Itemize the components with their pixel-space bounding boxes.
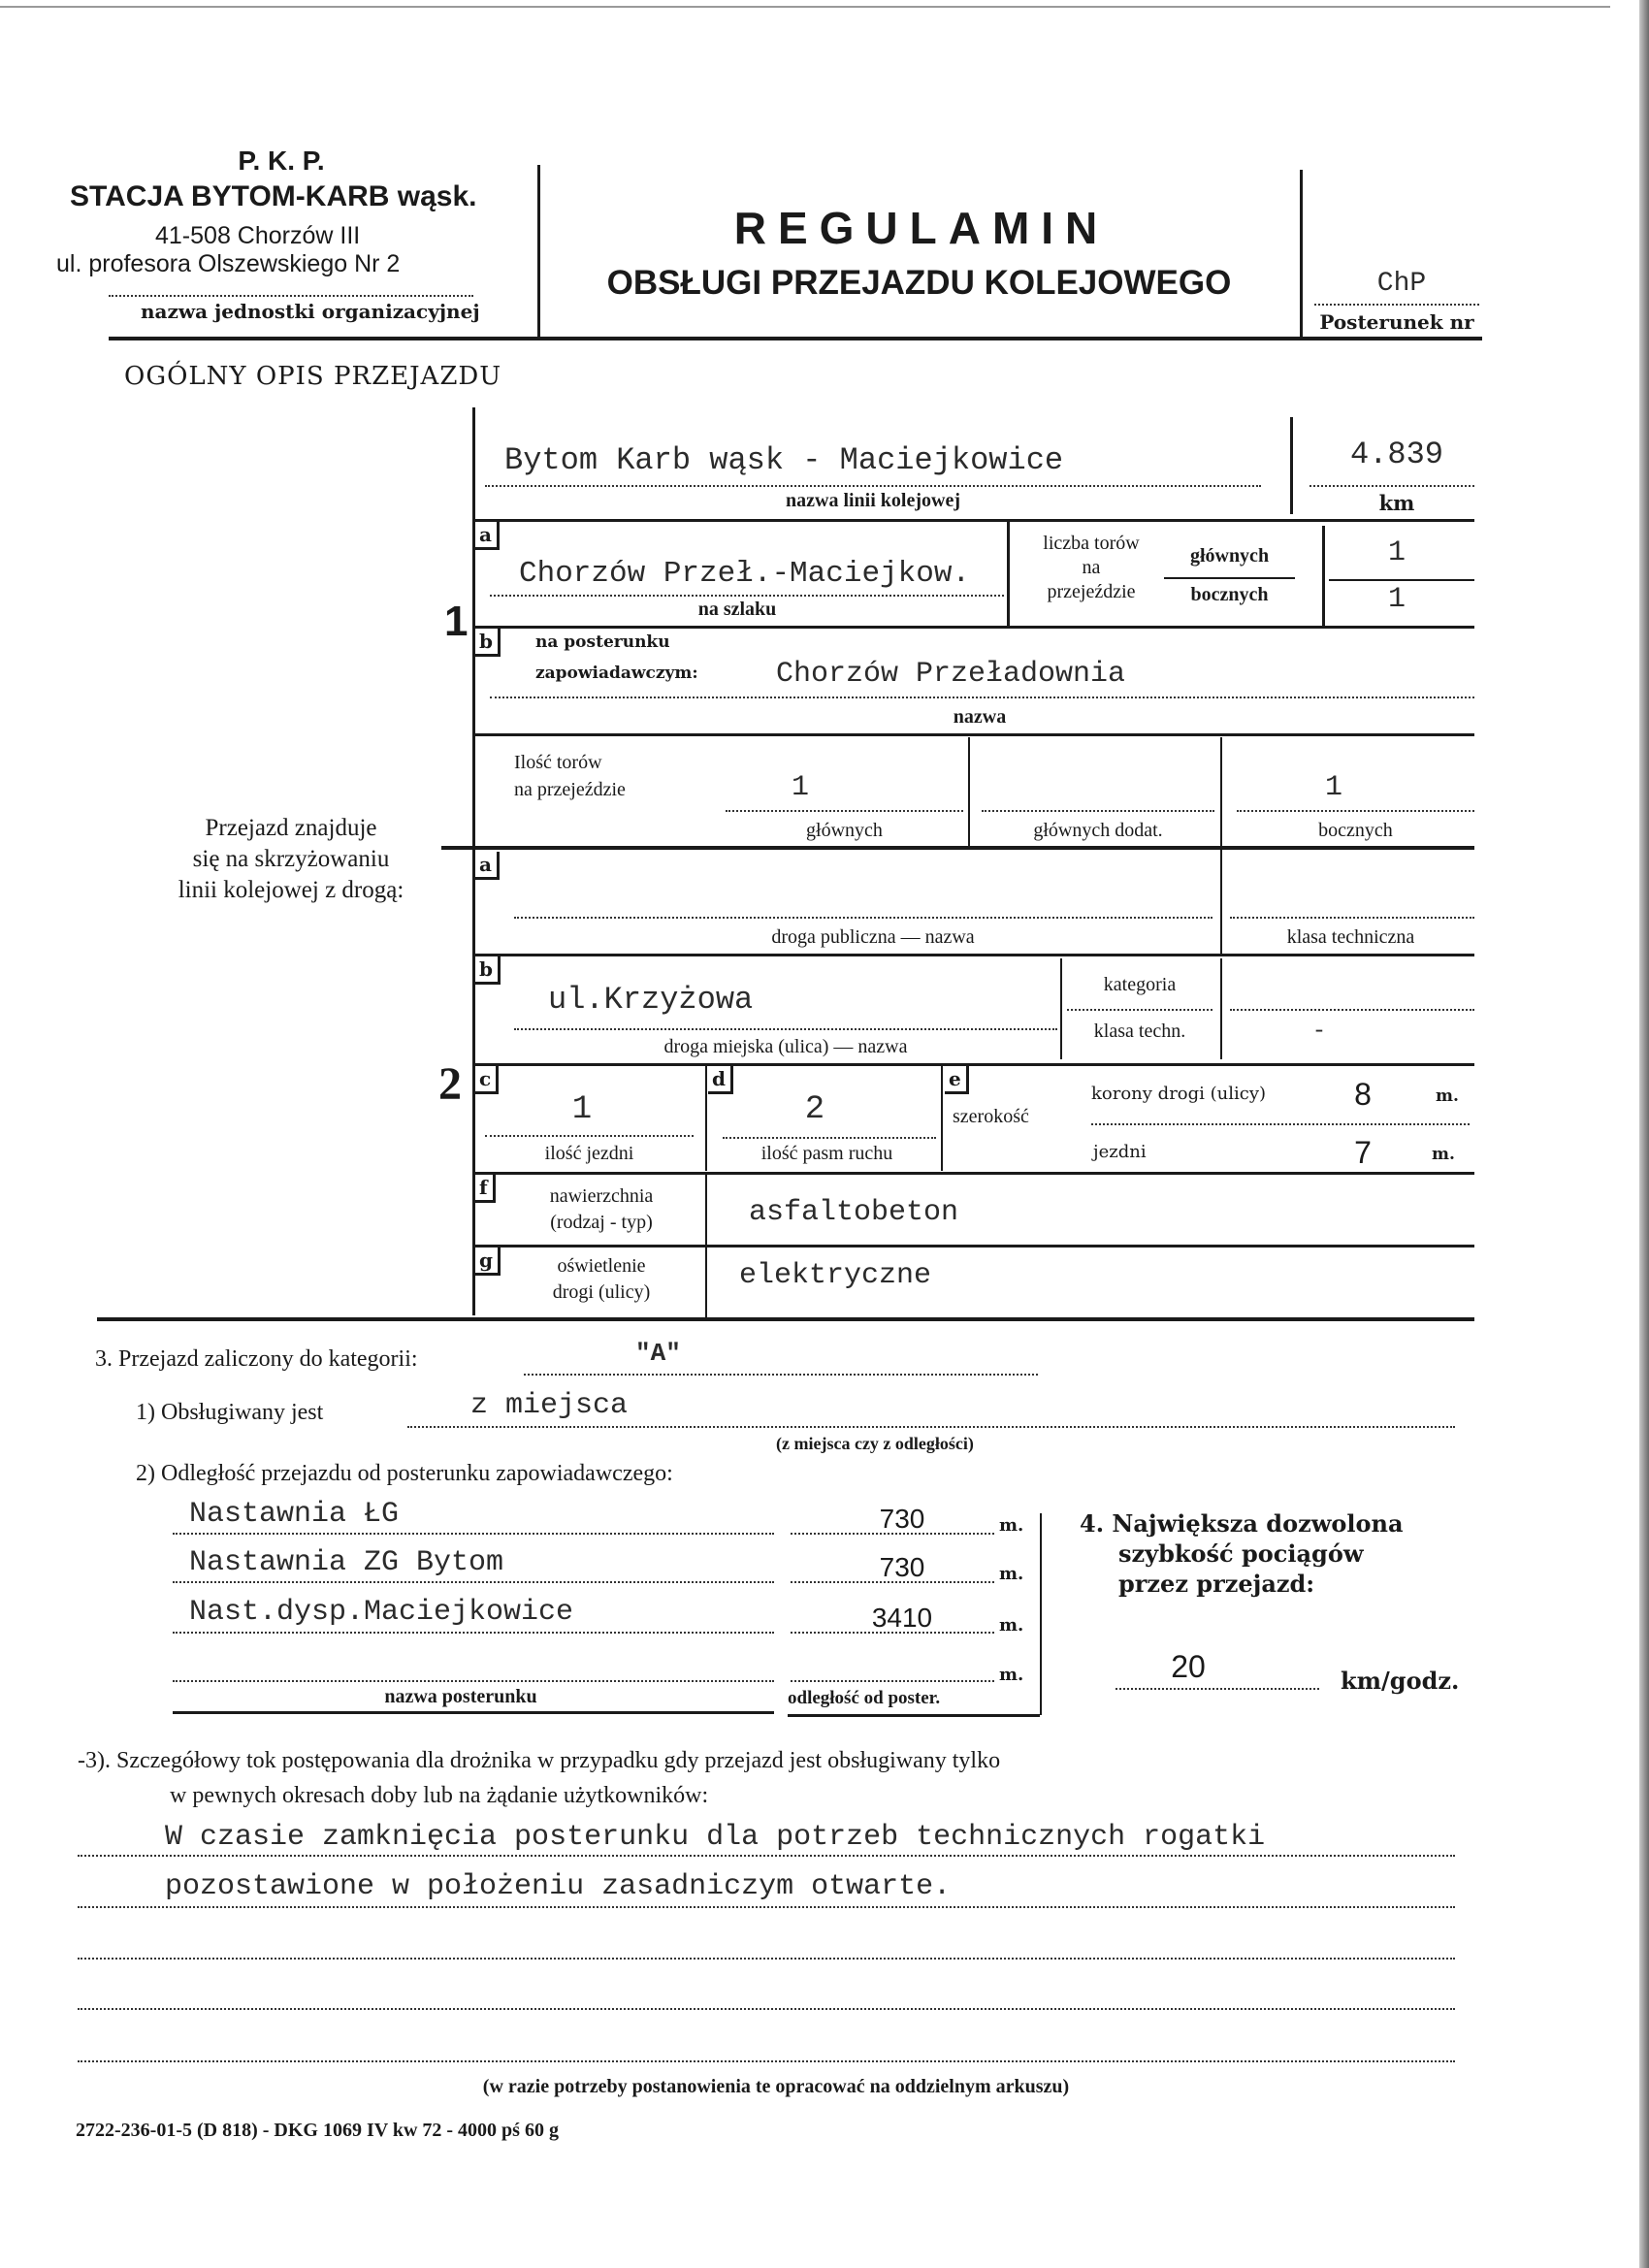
tracks-value-split: [1329, 579, 1474, 581]
procedure-heading-1: -3). Szczegółowy tok postępowania dla drożnika w przypadku gdy przejazd jest obsługiwany tylko: [78, 1748, 1001, 1773]
railway-line-name: Bytom Karb wąsk - Maciejkowice: [504, 442, 1064, 478]
surface-label: [514, 1183, 689, 1236]
width-label: szerokość: [953, 1106, 1029, 1127]
track-count-side-value: 1: [1324, 771, 1342, 804]
crossing-label: [146, 813, 436, 906]
tracks-label-line-3: przejeździe: [1047, 581, 1136, 602]
document-title: REGULAMIN: [733, 203, 1110, 253]
post-distance: 3410: [871, 1603, 933, 1633]
category-value: "A": [635, 1339, 681, 1368]
section1-a-caption: na szlaku: [697, 599, 777, 620]
max-speed-line: [1116, 1688, 1319, 1690]
section1-a-label: a: [475, 522, 500, 550]
city-street-name: ul.Krzyżowa: [548, 982, 754, 1018]
tracks-value-divider: [1322, 526, 1325, 627]
max-speed-line-1: 4. Największa dozwolona: [1080, 1509, 1404, 1538]
max-speed-unit: km/godz.: [1341, 1667, 1460, 1695]
section1-b-caption-1: na posterunku: [535, 632, 670, 652]
public-road-caption: droga publiczna — nazwa: [771, 926, 975, 948]
carriageways-line: [485, 1135, 694, 1137]
km-line: [1310, 485, 1474, 487]
post-number-value: ChP: [1376, 269, 1427, 299]
section2-bottom-rule: [97, 1317, 1474, 1321]
category-value-line: [524, 1374, 1038, 1376]
railway-line-caption: nazwa linii kolejowej: [786, 490, 960, 511]
crown-width-line: [1091, 1123, 1470, 1125]
tracks-side-label: bocznych: [1190, 584, 1269, 605]
section1-row-rule-2: [473, 626, 1474, 629]
km-value: 4.839: [1349, 437, 1443, 472]
km-divider: [1290, 417, 1293, 514]
header-divider-left: [537, 165, 540, 338]
procedure-line-1: [78, 1855, 1455, 1857]
section1-row-rule-3: [473, 733, 1474, 736]
lanes-line: [723, 1137, 936, 1139]
technical-class-caption: klasa techniczna: [1286, 926, 1415, 948]
post-distance-line: [791, 1533, 994, 1535]
crown-width-value: 8: [1354, 1077, 1372, 1112]
form-footer-code: 2722-236-01-5 (D 818) - DKG 1069 IV kw 72 - 4000 pś 60 g: [76, 2120, 559, 2141]
section1-b-caption-2: zapowiadawczym:: [535, 664, 698, 683]
tracks-split-rule: [1164, 577, 1295, 579]
procedure-text-line-2: pozostawione w położeniu zasadniczym otwarte.: [165, 1870, 952, 1903]
post-name: Nastawnia ŁG: [189, 1498, 400, 1531]
railway-line-name-line: [485, 485, 1261, 487]
section2-f-label: f: [475, 1175, 496, 1203]
section2-d-label: d: [708, 1066, 733, 1094]
operated-caption: (z miejsca czy z odległości): [776, 1434, 974, 1453]
post-distance: 730: [879, 1504, 925, 1534]
class-label: klasa techn.: [1093, 1021, 1186, 1042]
document-subtitle: OBSŁUGI PRZEJAZDU KOLEJOWEGO: [606, 264, 1232, 302]
surface-label-2: (rodzaj - typ): [550, 1212, 653, 1233]
section2-a-divider: [1220, 850, 1222, 955]
city-street-line: [514, 1028, 1057, 1030]
posts-distance-bottom-rule: [788, 1714, 1040, 1717]
section2-c-label: c: [475, 1066, 499, 1094]
post-name-line: [173, 1581, 774, 1583]
post-distance-unit: m.: [999, 1515, 1024, 1536]
tracks-main-label: głównych: [1189, 545, 1270, 567]
procedure-line-5: [78, 2060, 1455, 2062]
post-distance-line: [791, 1581, 994, 1583]
tracks-main-value: 1: [1387, 536, 1406, 569]
post-number-line: [1314, 304, 1479, 306]
km-caption: km: [1378, 491, 1415, 515]
procedure-heading-2: w pewnych okresach doby lub na żądanie użytkowników:: [170, 1783, 709, 1808]
technical-class-line: [1230, 917, 1474, 919]
header-bottom-rule: [109, 337, 1482, 340]
section1-b-label: b: [475, 629, 501, 657]
scan-top-edge: [0, 0, 1610, 8]
section2-row-rule-4: [473, 1245, 1474, 1247]
post-distance-unit: m.: [999, 1615, 1024, 1636]
surface-value: asfaltobeton: [749, 1196, 959, 1229]
track-count-main-value: 1: [791, 771, 809, 804]
crossing-label-2: się na skrzyżowaniu: [192, 846, 390, 872]
road-width-unit: m.: [1432, 1145, 1455, 1164]
carriageways-value: 1: [571, 1091, 593, 1128]
announcing-post-line: [490, 697, 1474, 698]
category-line: [1067, 1009, 1212, 1011]
city-street-caption: droga miejska (ulica) — nazwa: [663, 1036, 908, 1057]
track-count-label-2: na przejeździe: [514, 779, 626, 800]
section2-a-label: a: [475, 852, 500, 880]
tracks-label-line-1: liczba torów: [1043, 533, 1140, 554]
post-distance: 730: [879, 1552, 925, 1582]
max-speed-value: 20: [1171, 1649, 1206, 1684]
section1-row-rule-1: [473, 519, 1474, 522]
tracks-on-crossing-label: [1014, 532, 1169, 604]
section1-bottom-rule: [441, 846, 1474, 850]
post-distance-line: [791, 1632, 994, 1634]
road-width-label: jezdni: [1093, 1142, 1147, 1162]
org-caption: nazwa jednostki organizacyjnej: [141, 300, 480, 323]
postal-address: 41-508 Chorzów III: [155, 222, 361, 249]
category-value-line: [1230, 1009, 1474, 1011]
tracks-side-value: 1: [1387, 583, 1406, 616]
track-count-extra-caption: głównych dodat.: [1033, 820, 1163, 841]
posts-name-bottom-rule: [173, 1711, 774, 1714]
section1-a-line: [490, 595, 1004, 597]
lighting-label-2: drogi (ulicy): [552, 1281, 651, 1303]
post-name-line: [173, 1632, 774, 1634]
procedure-line-2: [78, 1906, 1455, 1908]
class-value: -: [1311, 1019, 1327, 1045]
crown-width-label: korony drogi (ulicy): [1091, 1084, 1267, 1104]
post-name-line: [173, 1680, 774, 1682]
post-distance-unit: m.: [999, 1665, 1024, 1685]
crossing-label-3: linii kolejowej z drogą:: [178, 877, 404, 903]
track-count-divider-2: [1220, 737, 1222, 846]
scan-right-edge: [1639, 0, 1649, 2268]
procedure-line-4: [78, 2008, 1455, 2010]
road-width-value: 7: [1354, 1135, 1372, 1170]
track-count-side-line: [1237, 810, 1474, 812]
section1-a-divider: [1007, 522, 1010, 627]
crossing-label-1: Przejazd znajduje: [205, 815, 377, 841]
announcing-post-caption: nazwa: [953, 706, 1007, 728]
section2-number: 2: [438, 1058, 462, 1110]
public-road-line: [514, 917, 1212, 919]
section2-c-divider: [705, 1066, 707, 1171]
post-distance-unit: m.: [999, 1564, 1024, 1584]
announcing-post-name: Chorzów Przeładownia: [776, 658, 1126, 691]
carriageways-caption: ilość jezdni: [544, 1143, 634, 1164]
section2-g-label: g: [475, 1247, 501, 1276]
post-name: Nastawnia ZG Bytom: [189, 1546, 504, 1579]
posts-right-border: [1040, 1513, 1042, 1715]
post-number-caption: Posterunek nr: [1319, 310, 1474, 334]
lighting-label: [514, 1253, 689, 1306]
track-count-extra-line: [982, 810, 1214, 812]
header-divider-right: [1300, 170, 1303, 338]
post-distance-line: [791, 1680, 994, 1682]
section1-a-value: Chorzów Przeł.-Maciejkow.: [519, 557, 971, 591]
section2-d-divider: [941, 1066, 943, 1171]
track-count-label-1: Ilość torów: [514, 752, 602, 773]
track-count-divider-1: [968, 737, 970, 846]
section2-b-label: b: [475, 956, 501, 985]
section2-row-rule-1: [473, 954, 1474, 956]
track-count-label: [514, 749, 626, 803]
operated-value: z miejsca: [470, 1389, 629, 1422]
category-label: kategoria: [1103, 974, 1177, 995]
lanes-caption: ilość pasm ruchu: [760, 1143, 893, 1164]
max-speed-line-2: szybkość pociągów: [1118, 1539, 1364, 1568]
station-name: STACJA BYTOM-KARB wąsk.: [70, 180, 477, 212]
lighting-label-1: oświetlenie: [557, 1255, 646, 1277]
max-speed-line-3: przez przejazd:: [1118, 1570, 1315, 1598]
post-name-line: [173, 1533, 774, 1535]
track-count-main-caption: głównych: [806, 820, 883, 841]
post-name: Nast.dysp.Maciejkowice: [189, 1596, 574, 1629]
procedure-line-3: [78, 1958, 1455, 1960]
section2-b-divider-2: [1220, 958, 1222, 1059]
section2-row-rule-2: [473, 1063, 1474, 1066]
posts-distance-caption: odległość od poster.: [788, 1688, 941, 1708]
lighting-value: elektryczne: [739, 1259, 932, 1292]
posts-name-caption: nazwa posterunku: [384, 1686, 537, 1707]
section1-number: 1: [444, 598, 469, 645]
track-count-main-line: [726, 810, 963, 812]
lanes-value: 2: [804, 1091, 825, 1128]
section2-e-label: e: [945, 1066, 969, 1094]
tracks-label-line-2: na: [1082, 557, 1101, 578]
operated-line: [407, 1426, 1455, 1428]
section2-row-rule-3: [473, 1172, 1474, 1175]
crown-width-unit: m.: [1436, 1086, 1459, 1106]
max-speed-label: [1080, 1508, 1404, 1599]
org-name-line: [109, 295, 473, 297]
procedure-text-line-1: W czasie zamknięcia posterunku dla potrzeb technicznych rogatki: [165, 1821, 1266, 1854]
street-address: ul. profesora Olszewskiego Nr 2: [56, 250, 401, 277]
general-heading: OGÓLNY OPIS PRZEJAZDU: [124, 362, 502, 391]
category-heading: 3. Przejazd zaliczony do kategorii:: [95, 1346, 418, 1372]
operated-label: 1) Obsługiwany jest: [136, 1400, 324, 1425]
procedure-note: (w razie potrzeby postanowienia te opracować na oddzielnym arkuszu): [482, 2076, 1070, 2097]
track-count-side-caption: bocznych: [1318, 820, 1393, 841]
distance-heading: 2) Odległość przejazdu od posterunku zapowiadawczego:: [136, 1461, 673, 1486]
surface-label-1: nawierzchnia: [549, 1185, 654, 1207]
section2-b-divider-1: [1060, 958, 1062, 1059]
org-abbrev: P. K. P.: [238, 146, 325, 176]
